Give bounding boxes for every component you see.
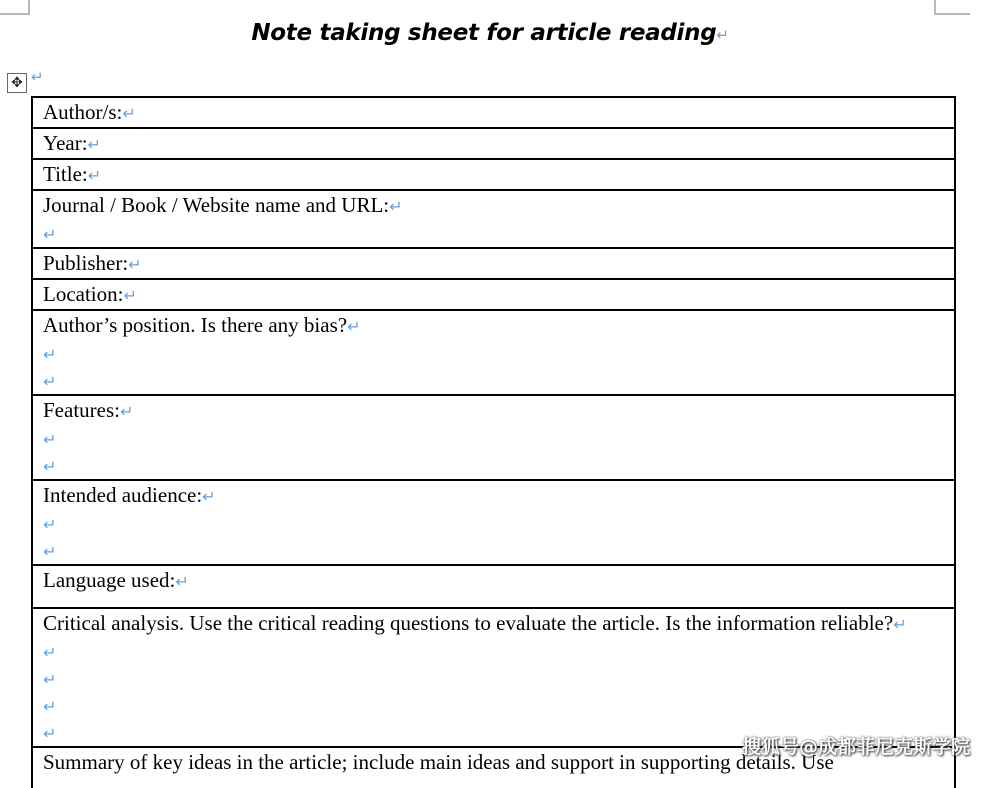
paragraph-mark-icon: ↵ [123,286,137,305]
row-label: Author’s position. Is there any bias? [43,313,348,337]
table-row[interactable] [33,98,954,129]
table-row[interactable] [33,280,954,311]
row-label: Critical analysis. Use the critical reading questions to evaluate the article. Is the information reliable? [43,611,894,635]
paragraph-mark-icon: ↵ [43,372,57,391]
blank-line[interactable] [43,425,944,452]
paragraph-mark-icon: ↵ [119,402,134,421]
blank-line[interactable] [43,537,944,564]
row-label: Publisher: [43,251,129,275]
paragraph-mark-icon: ↵ [43,724,57,743]
paragraph-mark-icon: ↵ [87,166,102,185]
row-label: Author/s: [43,100,123,124]
paragraph-mark-icon: ↵ [43,430,57,449]
table-row[interactable] [33,609,954,748]
row-label: Intended audience: [43,483,203,507]
blank-line[interactable] [43,510,944,537]
watermark: 搜狐号@成都菲尼克斯学院 [741,736,970,758]
crop-mark-top-left [28,0,30,14]
row-label: Year: [43,131,88,155]
paragraph-mark-icon: ↵ [389,197,403,216]
paragraph-mark-icon: ↵ [122,104,136,123]
table-move-handle-icon[interactable]: ✥ [7,73,27,93]
table-row[interactable] [33,249,954,280]
paragraph-mark-icon: ↵ [43,697,57,716]
document-title[interactable] [0,20,980,46]
paragraph-mark-icon: ↵ [43,643,57,662]
blank-line[interactable] [43,665,944,692]
blank-line[interactable] [43,367,944,394]
paragraph-mark-icon: ↵ [202,487,216,506]
note-taking-table [31,96,956,788]
row-label: Summary of key ideas in the article; include main ideas and support in supporting details. Use [43,750,834,774]
blank-line[interactable] [43,638,944,665]
paragraph-mark-icon: ↵ [87,135,101,154]
table-row[interactable] [33,160,954,191]
row-label: Title: [43,162,88,186]
paragraph-mark-icon: ↵ [43,225,57,244]
paragraph-mark-icon: ↵ [31,68,44,86]
paragraph-mark-icon: ↵ [893,615,907,634]
blank-line[interactable] [43,452,944,479]
blank-line[interactable] [43,340,944,367]
paragraph-mark-icon: ↵ [347,317,361,336]
paragraph-mark-icon: ↵ [43,515,57,534]
table-row[interactable] [33,396,954,481]
table-row[interactable] [33,481,954,566]
crop-mark-top-right [934,13,970,15]
blank-line[interactable] [43,220,944,247]
crop-mark-top-left [0,13,30,15]
crop-mark-top-right [934,0,936,14]
empty-paragraph[interactable] [31,68,44,87]
row-label: Journal / Book / Website name and URL: [43,193,390,217]
paragraph-mark-icon: ↵ [716,26,729,44]
table-row[interactable] [33,311,954,396]
table-row[interactable] [33,566,954,609]
row-label: Language used: [43,568,176,592]
row-label: Location: [43,282,124,306]
document-title-text: Note taking sheet for article reading [251,20,717,46]
paragraph-mark-icon: ↵ [43,542,57,561]
row-label: Features: [43,398,120,422]
table-row[interactable] [33,191,954,249]
blank-line[interactable] [43,692,944,719]
paragraph-mark-icon: ↵ [43,670,57,689]
paragraph-mark-icon: ↵ [128,255,142,274]
paragraph-mark-icon: ↵ [43,345,57,364]
paragraph-mark-icon: ↵ [175,572,189,591]
table-row[interactable] [33,129,954,160]
paragraph-mark-icon: ↵ [43,457,57,476]
